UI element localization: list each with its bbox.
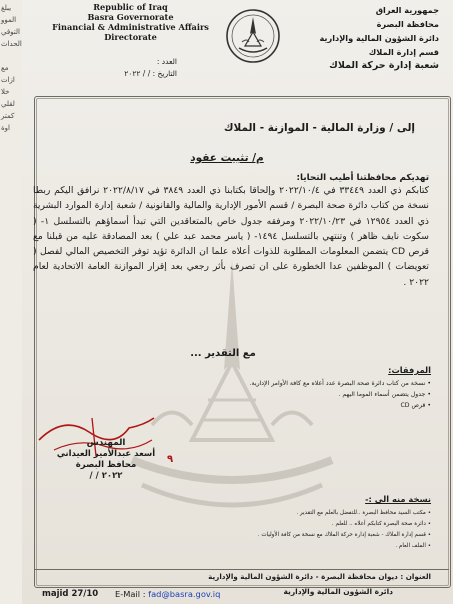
footer-divider xyxy=(34,569,449,570)
footer-department: دائرة الشؤون المالية والإدارية xyxy=(283,587,393,596)
edge-line: التوقي xyxy=(1,28,20,36)
letter-page xyxy=(22,0,453,604)
underlying-sheet-edge xyxy=(0,0,23,604)
letter-body: كتابكم ذي العدد ٣٣٤٤٩ في ٢٠٢٢/١٠/٤ وإلحاقا بكتابنا ذي العدد ٣٨٤٩ في ٢٠٢٢/٨/١٧ نرافق اليكم ربطا نسخة من كتاب دائرة صحة البصرة / قسم الأمور الإدارية والمالية والقانونية / شعبة إدارة الموارد البشرية ذي العدد ١٢٩٥٤ في ٢٠٢٢/١٠/٢٣ ومرفقه جدول خاص بالمتعاقدين التي تبدأ أسماؤهم بالتسلسل ١- ( سكوت نايف ظاهر ) وتنتهي بالتسلسل ١٤٩٤- ( ياسر محمد عبد علي ) بعد المصادقة عليه من قبلنا مع قرص CD يتضمن المعلومات المطلوبة للذوات أعلاه علما ان الدائرة تؤيد توفر التخصيص المالي لفصل ( تعويضات ) الموظفين عدا الخطورة على ان تصرف بأثر رجعي بعد إقرار الموازنة العامة الاتحادية لعام ٢٠٢٢ . xyxy=(33,185,430,288)
attachments-title: المرفقات: xyxy=(388,365,431,375)
greeting: تهديكم محافظتنا أطيب التحايا: xyxy=(296,173,429,183)
edge-line: مع xyxy=(1,64,9,72)
letterhead-en-line: Basra Governorate xyxy=(87,12,174,22)
edge-line: الحداث xyxy=(1,40,22,48)
list-item: • قرص CD xyxy=(211,400,431,411)
letterhead-ar-line: قسم إدارة الملاك xyxy=(368,47,439,57)
arabic-letterhead xyxy=(264,3,439,73)
edge-line: اوة xyxy=(1,124,10,132)
red-annotation: ٩ xyxy=(167,454,174,465)
letter-number: العدد : xyxy=(156,57,177,66)
letter-date: التاريخ : / / ٢٠٢٢ xyxy=(124,69,177,78)
letterhead-ar-line: شعبة إدارة حركة الملاك xyxy=(329,60,439,71)
english-letterhead xyxy=(48,2,213,42)
closing-regards: مع التقدير ... xyxy=(190,348,256,359)
edge-line: يبلغ xyxy=(1,4,12,12)
number-date-block xyxy=(67,56,177,80)
letterhead-en-line: Financial & Administrative Affairs xyxy=(52,22,209,32)
edge-text xyxy=(0,0,22,134)
letterhead-ar-line: جمهورية العراق xyxy=(375,5,439,15)
edge-line xyxy=(1,50,22,62)
list-item: • قسم إدارة الملاك - شعبة إدارة حركة الملاك مع نسخة من كافة الأوليات . xyxy=(201,530,431,541)
list-item: • نسخة من كتاب دائرة صحة البصرة عدد أعلاه مع كافة الأوامر الإدارية. xyxy=(211,378,431,389)
list-item: • دائرة صحة البصرة كتابكم أعلاه .. للعلم . xyxy=(201,519,431,530)
edge-line: ازات xyxy=(1,76,15,84)
email-label: E-Mail : xyxy=(115,589,146,599)
subject-line: م/ تثبيت عقود xyxy=(190,152,264,164)
signatory-name: أسعد عبدالأمير العيداني xyxy=(56,449,156,459)
copies-list xyxy=(201,508,431,552)
footer-email xyxy=(115,589,220,599)
email-address[interactable]: fad@basra.gov.iq xyxy=(148,589,221,599)
edge-line: لقلي xyxy=(1,100,15,108)
signatory-position: محافظ البصرة xyxy=(75,460,137,470)
signatory-date: ٢٠٢٢ / / xyxy=(89,471,123,481)
letterhead-en-line: Republic of Iraq xyxy=(93,2,168,12)
footer-address: العنوان : ديوان محافظة البصرة - دائرة الشؤون المالية والإدارية xyxy=(208,572,431,581)
edge-line: الموو xyxy=(1,16,17,24)
list-item: • الملف العام . xyxy=(201,541,431,552)
signatory-title: المهندس xyxy=(86,438,126,448)
recipient-line: إلى / وزارة المالية - الموازنة - الملاك xyxy=(223,122,415,134)
typist-initials: majid 27/10 xyxy=(42,589,99,599)
edge-line: كمتر xyxy=(1,112,15,120)
list-item: • جدول يتضمن أسماء الموما اليهم . xyxy=(211,389,431,400)
attachments-list xyxy=(211,378,431,411)
signatory-block xyxy=(46,438,166,482)
copies-title: نسخة منه الى :- xyxy=(365,494,431,504)
letterhead-ar-line: محافظة البصرة xyxy=(376,19,439,29)
letterhead-ar-line: دائرة الشؤون المالية والإدارية xyxy=(319,33,439,43)
edge-line: خلا xyxy=(1,88,10,96)
letterhead-en-line: Directorate xyxy=(104,32,157,42)
list-item: • مكتب السيد محافظ البصرة ..للتفضل بالعلم مع التقدير . xyxy=(201,508,431,519)
